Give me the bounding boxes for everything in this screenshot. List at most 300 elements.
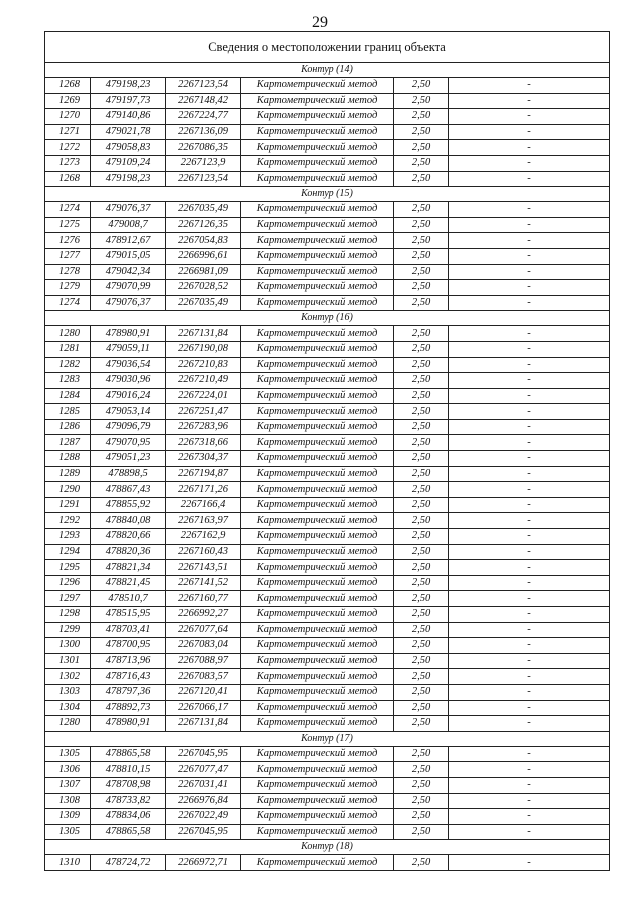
note-cell: - xyxy=(449,109,610,125)
table-row xyxy=(45,93,610,109)
accuracy-cell: 2,50 xyxy=(394,171,449,187)
x-coordinate-cell: 478708,98 xyxy=(91,777,166,793)
y-coordinate-cell: 2267123,54 xyxy=(166,171,241,187)
y-coordinate-cell: 2267035,49 xyxy=(166,202,241,218)
method-cell: Картометрический метод xyxy=(241,809,394,825)
accuracy-cell: 2,50 xyxy=(394,669,449,685)
table-row xyxy=(45,746,610,762)
note-cell: - xyxy=(449,217,610,233)
accuracy-cell: 2,50 xyxy=(394,326,449,342)
table-row xyxy=(45,435,610,451)
point-number-cell: 1274 xyxy=(45,295,91,311)
x-coordinate-cell: 479070,99 xyxy=(91,280,166,296)
x-coordinate-cell: 479140,86 xyxy=(91,109,166,125)
note-cell: - xyxy=(449,746,610,762)
point-number-cell: 1284 xyxy=(45,388,91,404)
table-row xyxy=(45,295,610,311)
point-number-cell: 1308 xyxy=(45,793,91,809)
table-row xyxy=(45,202,610,218)
accuracy-cell: 2,50 xyxy=(394,560,449,576)
accuracy-cell: 2,50 xyxy=(394,762,449,778)
note-cell: - xyxy=(449,684,610,700)
accuracy-cell: 2,50 xyxy=(394,777,449,793)
table-row xyxy=(45,171,610,187)
contour-header-row xyxy=(45,731,610,746)
method-cell: Картометрический метод xyxy=(241,357,394,373)
y-coordinate-cell: 2267120,41 xyxy=(166,684,241,700)
point-number-cell: 1294 xyxy=(45,544,91,560)
table-row xyxy=(45,451,610,467)
note-cell: - xyxy=(449,280,610,296)
accuracy-cell: 2,50 xyxy=(394,124,449,140)
x-coordinate-cell: 478515,95 xyxy=(91,607,166,623)
accuracy-cell: 2,50 xyxy=(394,684,449,700)
method-cell: Картометрический метод xyxy=(241,653,394,669)
note-cell: - xyxy=(449,171,610,187)
x-coordinate-cell: 478820,36 xyxy=(91,544,166,560)
accuracy-cell: 2,50 xyxy=(394,824,449,840)
method-cell: Картометрический метод xyxy=(241,777,394,793)
table-row xyxy=(45,622,610,638)
table-heading-row xyxy=(45,32,610,63)
method-cell: Картометрический метод xyxy=(241,435,394,451)
method-cell: Картометрический метод xyxy=(241,109,394,125)
y-coordinate-cell: 2267224,01 xyxy=(166,388,241,404)
note-cell: - xyxy=(449,669,610,685)
note-cell: - xyxy=(449,373,610,389)
y-coordinate-cell: 2267171,26 xyxy=(166,482,241,498)
point-number-cell: 1280 xyxy=(45,326,91,342)
y-coordinate-cell: 2267031,41 xyxy=(166,777,241,793)
accuracy-cell: 2,50 xyxy=(394,575,449,591)
x-coordinate-cell: 479016,24 xyxy=(91,388,166,404)
accuracy-cell: 2,50 xyxy=(394,341,449,357)
table-row xyxy=(45,544,610,560)
point-number-cell: 1304 xyxy=(45,700,91,716)
method-cell: Картометрический метод xyxy=(241,855,394,871)
y-coordinate-cell: 2267035,49 xyxy=(166,295,241,311)
table-row xyxy=(45,777,610,793)
x-coordinate-cell: 479030,96 xyxy=(91,373,166,389)
accuracy-cell: 2,50 xyxy=(394,109,449,125)
y-coordinate-cell: 2267045,95 xyxy=(166,824,241,840)
point-number-cell: 1295 xyxy=(45,560,91,576)
accuracy-cell: 2,50 xyxy=(394,622,449,638)
method-cell: Картометрический метод xyxy=(241,544,394,560)
note-cell: - xyxy=(449,202,610,218)
x-coordinate-cell: 479042,34 xyxy=(91,264,166,280)
method-cell: Картометрический метод xyxy=(241,591,394,607)
y-coordinate-cell: 2267160,77 xyxy=(166,591,241,607)
method-cell: Картометрический метод xyxy=(241,575,394,591)
table-row xyxy=(45,591,610,607)
contour-label: Контур (14) xyxy=(45,63,610,78)
x-coordinate-cell: 478716,43 xyxy=(91,669,166,685)
point-number-cell: 1307 xyxy=(45,777,91,793)
x-coordinate-cell: 478865,58 xyxy=(91,824,166,840)
point-number-cell: 1310 xyxy=(45,855,91,871)
note-cell: - xyxy=(449,638,610,654)
point-number-cell: 1296 xyxy=(45,575,91,591)
method-cell: Картометрический метод xyxy=(241,373,394,389)
accuracy-cell: 2,50 xyxy=(394,607,449,623)
method-cell: Картометрический метод xyxy=(241,684,394,700)
point-number-cell: 1275 xyxy=(45,217,91,233)
accuracy-cell: 2,50 xyxy=(394,93,449,109)
note-cell: - xyxy=(449,793,610,809)
method-cell: Картометрический метод xyxy=(241,419,394,435)
accuracy-cell: 2,50 xyxy=(394,280,449,296)
method-cell: Картометрический метод xyxy=(241,497,394,513)
x-coordinate-cell: 479051,23 xyxy=(91,451,166,467)
y-coordinate-cell: 2267022,49 xyxy=(166,809,241,825)
note-cell: - xyxy=(449,404,610,420)
contour-header-row xyxy=(45,63,610,78)
method-cell: Картометрический метод xyxy=(241,451,394,467)
accuracy-cell: 2,50 xyxy=(394,653,449,669)
method-cell: Картометрический метод xyxy=(241,140,394,156)
x-coordinate-cell: 478855,92 xyxy=(91,497,166,513)
table-row xyxy=(45,109,610,125)
x-coordinate-cell: 478733,82 xyxy=(91,793,166,809)
accuracy-cell: 2,50 xyxy=(394,716,449,732)
method-cell: Картометрический метод xyxy=(241,466,394,482)
point-number-cell: 1286 xyxy=(45,419,91,435)
note-cell: - xyxy=(449,466,610,482)
accuracy-cell: 2,50 xyxy=(394,140,449,156)
table-row xyxy=(45,669,610,685)
x-coordinate-cell: 479058,83 xyxy=(91,140,166,156)
point-number-cell: 1272 xyxy=(45,140,91,156)
table-row xyxy=(45,855,610,871)
point-number-cell: 1276 xyxy=(45,233,91,249)
boundary-sheet xyxy=(44,31,609,871)
y-coordinate-cell: 2267083,04 xyxy=(166,638,241,654)
x-coordinate-cell: 479198,23 xyxy=(91,171,166,187)
accuracy-cell: 2,50 xyxy=(394,638,449,654)
x-coordinate-cell: 478820,66 xyxy=(91,529,166,545)
accuracy-cell: 2,50 xyxy=(394,217,449,233)
note-cell: - xyxy=(449,264,610,280)
note-cell: - xyxy=(449,762,610,778)
contour-header-row xyxy=(45,311,610,326)
table-row xyxy=(45,280,610,296)
point-number-cell: 1273 xyxy=(45,155,91,171)
method-cell: Картометрический метод xyxy=(241,202,394,218)
x-coordinate-cell: 478865,58 xyxy=(91,746,166,762)
x-coordinate-cell: 478898,5 xyxy=(91,466,166,482)
x-coordinate-cell: 478980,91 xyxy=(91,716,166,732)
point-number-cell: 1278 xyxy=(45,264,91,280)
accuracy-cell: 2,50 xyxy=(394,435,449,451)
table-row xyxy=(45,575,610,591)
note-cell: - xyxy=(449,341,610,357)
contour-header-row xyxy=(45,840,610,855)
note-cell: - xyxy=(449,497,610,513)
note-cell: - xyxy=(449,155,610,171)
table-row xyxy=(45,388,610,404)
note-cell: - xyxy=(449,482,610,498)
table-body xyxy=(45,32,610,871)
boundary-coordinates-table xyxy=(44,31,610,871)
table-row xyxy=(45,793,610,809)
point-number-cell: 1291 xyxy=(45,497,91,513)
table-row xyxy=(45,684,610,700)
accuracy-cell: 2,50 xyxy=(394,700,449,716)
method-cell: Картометрический метод xyxy=(241,280,394,296)
y-coordinate-cell: 2267088,97 xyxy=(166,653,241,669)
method-cell: Картометрический метод xyxy=(241,513,394,529)
y-coordinate-cell: 2267143,51 xyxy=(166,560,241,576)
point-number-cell: 1303 xyxy=(45,684,91,700)
note-cell: - xyxy=(449,700,610,716)
method-cell: Картометрический метод xyxy=(241,264,394,280)
x-coordinate-cell: 479021,78 xyxy=(91,124,166,140)
point-number-cell: 1292 xyxy=(45,513,91,529)
x-coordinate-cell: 478892,73 xyxy=(91,700,166,716)
contour-label: Контур (16) xyxy=(45,311,610,326)
note-cell: - xyxy=(449,622,610,638)
point-number-cell: 1297 xyxy=(45,591,91,607)
method-cell: Картометрический метод xyxy=(241,388,394,404)
point-number-cell: 1282 xyxy=(45,357,91,373)
table-row xyxy=(45,357,610,373)
note-cell: - xyxy=(449,435,610,451)
table-row xyxy=(45,404,610,420)
accuracy-cell: 2,50 xyxy=(394,373,449,389)
x-coordinate-cell: 478834,06 xyxy=(91,809,166,825)
point-number-cell: 1305 xyxy=(45,746,91,762)
x-coordinate-cell: 478510,7 xyxy=(91,591,166,607)
method-cell: Картометрический метод xyxy=(241,638,394,654)
x-coordinate-cell: 479053,14 xyxy=(91,404,166,420)
point-number-cell: 1285 xyxy=(45,404,91,420)
point-number-cell: 1300 xyxy=(45,638,91,654)
table-row xyxy=(45,419,610,435)
table-row xyxy=(45,264,610,280)
note-cell: - xyxy=(449,653,610,669)
method-cell: Картометрический метод xyxy=(241,607,394,623)
table-row xyxy=(45,482,610,498)
table-row xyxy=(45,78,610,94)
point-number-cell: 1289 xyxy=(45,466,91,482)
y-coordinate-cell: 2267318,66 xyxy=(166,435,241,451)
y-coordinate-cell: 2267194,87 xyxy=(166,466,241,482)
x-coordinate-cell: 479076,37 xyxy=(91,295,166,311)
x-coordinate-cell: 478912,67 xyxy=(91,233,166,249)
x-coordinate-cell: 478821,45 xyxy=(91,575,166,591)
table-row xyxy=(45,607,610,623)
method-cell: Картометрический метод xyxy=(241,248,394,264)
table-row xyxy=(45,762,610,778)
y-coordinate-cell: 2267136,09 xyxy=(166,124,241,140)
y-coordinate-cell: 2267283,96 xyxy=(166,419,241,435)
x-coordinate-cell: 479015,05 xyxy=(91,248,166,264)
y-coordinate-cell: 2266972,71 xyxy=(166,855,241,871)
x-coordinate-cell: 478713,96 xyxy=(91,653,166,669)
accuracy-cell: 2,50 xyxy=(394,793,449,809)
point-number-cell: 1281 xyxy=(45,341,91,357)
method-cell: Картометрический метод xyxy=(241,762,394,778)
note-cell: - xyxy=(449,248,610,264)
table-row xyxy=(45,653,610,669)
table-row xyxy=(45,809,610,825)
method-cell: Картометрический метод xyxy=(241,716,394,732)
contour-label: Контур (15) xyxy=(45,187,610,202)
accuracy-cell: 2,50 xyxy=(394,591,449,607)
x-coordinate-cell: 478797,36 xyxy=(91,684,166,700)
y-coordinate-cell: 2267131,84 xyxy=(166,716,241,732)
note-cell: - xyxy=(449,607,610,623)
table-row xyxy=(45,716,610,732)
y-coordinate-cell: 2267210,83 xyxy=(166,357,241,373)
x-coordinate-cell: 478700,95 xyxy=(91,638,166,654)
y-coordinate-cell: 2267304,37 xyxy=(166,451,241,467)
note-cell: - xyxy=(449,544,610,560)
accuracy-cell: 2,50 xyxy=(394,513,449,529)
contour-label: Контур (17) xyxy=(45,731,610,746)
y-coordinate-cell: 2267126,35 xyxy=(166,217,241,233)
accuracy-cell: 2,50 xyxy=(394,855,449,871)
y-coordinate-cell: 2267066,17 xyxy=(166,700,241,716)
note-cell: - xyxy=(449,529,610,545)
table-row xyxy=(45,233,610,249)
note-cell: - xyxy=(449,233,610,249)
method-cell: Картометрический метод xyxy=(241,482,394,498)
note-cell: - xyxy=(449,591,610,607)
x-coordinate-cell: 478810,15 xyxy=(91,762,166,778)
accuracy-cell: 2,50 xyxy=(394,529,449,545)
y-coordinate-cell: 2266992,27 xyxy=(166,607,241,623)
x-coordinate-cell: 479070,95 xyxy=(91,435,166,451)
method-cell: Картометрический метод xyxy=(241,326,394,342)
y-coordinate-cell: 2267190,08 xyxy=(166,341,241,357)
y-coordinate-cell: 2267224,77 xyxy=(166,109,241,125)
accuracy-cell: 2,50 xyxy=(394,357,449,373)
accuracy-cell: 2,50 xyxy=(394,544,449,560)
y-coordinate-cell: 2267163,97 xyxy=(166,513,241,529)
x-coordinate-cell: 478980,91 xyxy=(91,326,166,342)
point-number-cell: 1268 xyxy=(45,78,91,94)
accuracy-cell: 2,50 xyxy=(394,466,449,482)
point-number-cell: 1270 xyxy=(45,109,91,125)
table-row xyxy=(45,248,610,264)
table-row xyxy=(45,217,610,233)
table-row xyxy=(45,326,610,342)
accuracy-cell: 2,50 xyxy=(394,78,449,94)
method-cell: Картометрический метод xyxy=(241,124,394,140)
x-coordinate-cell: 479096,79 xyxy=(91,419,166,435)
note-cell: - xyxy=(449,513,610,529)
method-cell: Картометрический метод xyxy=(241,824,394,840)
x-coordinate-cell: 479008,7 xyxy=(91,217,166,233)
table-row xyxy=(45,124,610,140)
note-cell: - xyxy=(449,78,610,94)
method-cell: Картометрический метод xyxy=(241,233,394,249)
point-number-cell: 1269 xyxy=(45,93,91,109)
accuracy-cell: 2,50 xyxy=(394,202,449,218)
note-cell: - xyxy=(449,855,610,871)
point-number-cell: 1309 xyxy=(45,809,91,825)
accuracy-cell: 2,50 xyxy=(394,233,449,249)
method-cell: Картометрический метод xyxy=(241,341,394,357)
table-row xyxy=(45,560,610,576)
table-row xyxy=(45,638,610,654)
x-coordinate-cell: 478867,43 xyxy=(91,482,166,498)
y-coordinate-cell: 2267210,49 xyxy=(166,373,241,389)
x-coordinate-cell: 478821,34 xyxy=(91,560,166,576)
y-coordinate-cell: 2267166,4 xyxy=(166,497,241,513)
point-number-cell: 1293 xyxy=(45,529,91,545)
table-row xyxy=(45,140,610,156)
accuracy-cell: 2,50 xyxy=(394,809,449,825)
accuracy-cell: 2,50 xyxy=(394,419,449,435)
y-coordinate-cell: 2267251,47 xyxy=(166,404,241,420)
method-cell: Картометрический метод xyxy=(241,295,394,311)
table-row xyxy=(45,466,610,482)
method-cell: Картометрический метод xyxy=(241,669,394,685)
point-number-cell: 1306 xyxy=(45,762,91,778)
y-coordinate-cell: 2267077,64 xyxy=(166,622,241,638)
table-row xyxy=(45,341,610,357)
method-cell: Картометрический метод xyxy=(241,404,394,420)
note-cell: - xyxy=(449,560,610,576)
note-cell: - xyxy=(449,575,610,591)
note-cell: - xyxy=(449,357,610,373)
accuracy-cell: 2,50 xyxy=(394,746,449,762)
y-coordinate-cell: 2266981,09 xyxy=(166,264,241,280)
table-row xyxy=(45,700,610,716)
table-row xyxy=(45,513,610,529)
y-coordinate-cell: 2266976,84 xyxy=(166,793,241,809)
accuracy-cell: 2,50 xyxy=(394,497,449,513)
point-number-cell: 1274 xyxy=(45,202,91,218)
method-cell: Картометрический метод xyxy=(241,217,394,233)
note-cell: - xyxy=(449,124,610,140)
x-coordinate-cell: 479198,23 xyxy=(91,78,166,94)
x-coordinate-cell: 478703,41 xyxy=(91,622,166,638)
point-number-cell: 1301 xyxy=(45,653,91,669)
point-number-cell: 1271 xyxy=(45,124,91,140)
table-row xyxy=(45,824,610,840)
point-number-cell: 1268 xyxy=(45,171,91,187)
y-coordinate-cell: 2267131,84 xyxy=(166,326,241,342)
y-coordinate-cell: 2267148,42 xyxy=(166,93,241,109)
method-cell: Картометрический метод xyxy=(241,622,394,638)
accuracy-cell: 2,50 xyxy=(394,155,449,171)
note-cell: - xyxy=(449,93,610,109)
accuracy-cell: 2,50 xyxy=(394,404,449,420)
method-cell: Картометрический метод xyxy=(241,700,394,716)
point-number-cell: 1277 xyxy=(45,248,91,264)
y-coordinate-cell: 2267123,54 xyxy=(166,78,241,94)
method-cell: Картометрический метод xyxy=(241,793,394,809)
y-coordinate-cell: 2267123,9 xyxy=(166,155,241,171)
method-cell: Картометрический метод xyxy=(241,155,394,171)
y-coordinate-cell: 2267054,83 xyxy=(166,233,241,249)
accuracy-cell: 2,50 xyxy=(394,451,449,467)
accuracy-cell: 2,50 xyxy=(394,248,449,264)
y-coordinate-cell: 2267162,9 xyxy=(166,529,241,545)
note-cell: - xyxy=(449,451,610,467)
point-number-cell: 1290 xyxy=(45,482,91,498)
note-cell: - xyxy=(449,388,610,404)
point-number-cell: 1302 xyxy=(45,669,91,685)
point-number-cell: 1298 xyxy=(45,607,91,623)
page-number: 29 xyxy=(312,14,328,31)
x-coordinate-cell: 479109,24 xyxy=(91,155,166,171)
x-coordinate-cell: 479036,54 xyxy=(91,357,166,373)
